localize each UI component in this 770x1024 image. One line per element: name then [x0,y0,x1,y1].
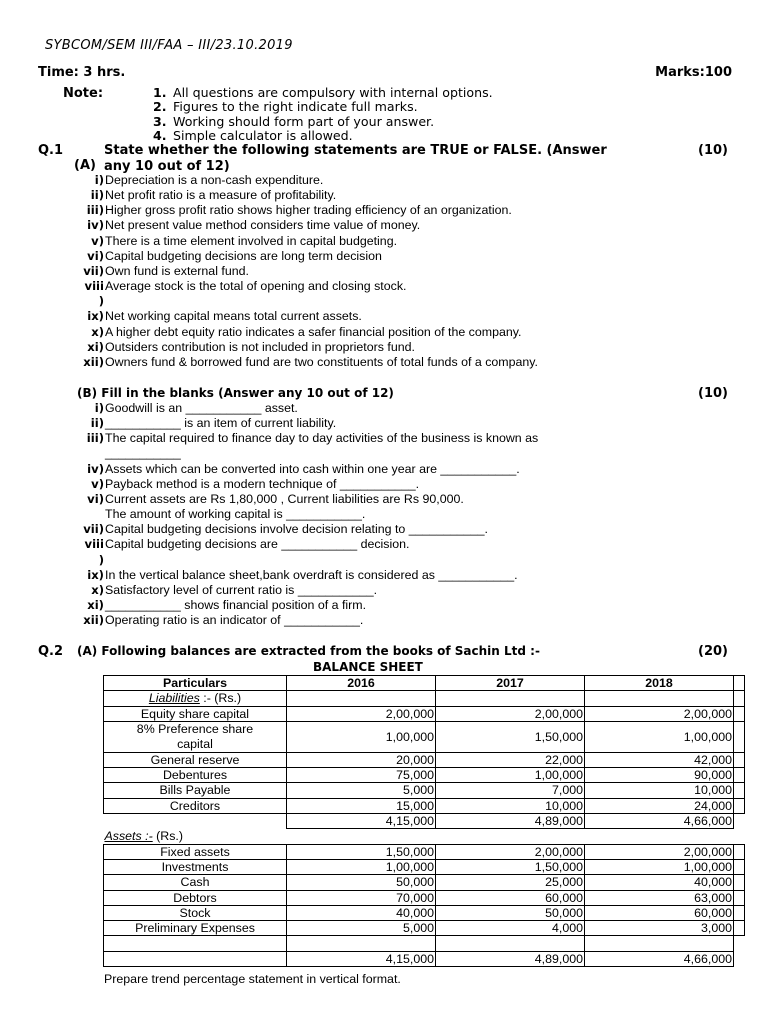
question-item [74,583,538,598]
item-label [74,507,104,522]
question-item [74,598,538,613]
item-label: v) [91,476,104,491]
question-item [74,325,538,340]
row-value-2017: 1,50,000 [436,859,585,874]
balance-sheet-table [103,675,745,967]
question-item [74,568,538,583]
row-value-2017: 25,000 [436,875,585,890]
column-header: 2017 [436,676,585,691]
item-label: x) [91,324,104,339]
column-header: Particulars [104,676,287,691]
balance-sheet-title: BALANCE SHEET [313,660,423,674]
item-text: ___________ shows financial position of a firm. [105,598,367,613]
table-row [104,905,745,920]
item-label: i) [94,401,104,415]
item-text: The capital required to finance day to day activities of the business is known as [105,431,539,446]
total-2017: 4,89,000 [436,951,585,966]
item-text: Operating ratio is an indicator of ___________. [105,613,364,628]
table-row [104,890,745,905]
q1-part-a-label: (A) [74,158,96,173]
row-particular: Investments [104,859,287,874]
assets-heading-row [104,829,745,844]
question-item [74,416,538,431]
row-value-2017: 4,000 [436,921,585,936]
time-label: Time: 3 hrs. [38,65,126,80]
row-value-2018: 60,000 [585,905,734,920]
question-item [74,188,538,203]
assets-heading: Assets :- (Rs.) [104,829,183,844]
liabilities-heading-row [104,691,745,706]
item-text: Goodwill is an ___________ asset. [105,401,298,415]
item-text: A higher debt equity ratio indicates a safer financial position of the company. [105,324,522,339]
item-label: iv) [87,218,104,233]
item-label: x) [91,582,104,597]
total-2018: 4,66,000 [585,814,734,829]
item-text: Assets which can be converted into cash within one year are ___________. [105,461,520,476]
row-particular: Preliminary Expenses [104,921,287,936]
row-value-2018: 63,000 [585,890,734,905]
note-label: Note: [63,86,104,101]
row-particular: 8% Preference share capital [104,721,287,752]
question-item [74,401,538,416]
row-value-2018: 2,00,000 [585,706,734,721]
item-label: iii) [86,431,104,446]
table-row [104,859,745,874]
row-value-2016: 20,000 [287,752,436,767]
question-item [74,477,538,492]
table-row [104,798,745,813]
row-value-2016: 5,000 [287,783,436,798]
table-row [104,844,745,859]
item-text: There is a time element involved in capital budgeting. [105,233,398,248]
row-value-2016: 1,00,000 [287,721,436,752]
item-label: vii) [83,522,104,537]
row-value-2018: 3,000 [585,921,734,936]
item-text: Capital budgeting decisions are long term decision [105,248,382,263]
fill-blanks-list [74,401,538,628]
row-value-2017: 1,50,000 [436,721,585,752]
q2-instruction: Prepare trend percentage statement in vertical format. [104,972,401,986]
column-header: 2016 [287,676,436,691]
item-label: ) [98,294,104,309]
spacer-row [104,936,745,951]
item-label: ix) [87,309,104,324]
question-item [74,613,538,628]
table-row [104,783,745,798]
instructions-list [153,86,493,143]
row-particular: Creditors [104,798,287,813]
q1-part-b-marks: (10) [698,386,728,401]
question-item [74,218,538,233]
item-text: In the vertical balance sheet,bank overdraft is considered as ___________. [105,567,518,582]
row-value-2018: 24,000 [585,798,734,813]
item-text: Depreciation is a non-cash expenditure. [105,173,324,187]
row-value-2017: 1,00,000 [436,768,585,783]
item-text: Average stock is the total of opening and closing stock. [105,279,407,294]
row-value-2018: 2,00,000 [585,844,734,859]
row-particular: Equity share capital [104,706,287,721]
item-label: viii [84,279,104,294]
item-label: ii) [90,188,104,203]
table-row [104,921,745,936]
question-item [74,462,538,477]
item-text: ___________ [105,446,181,461]
exam-code-header: SYBCOM/SEM III/FAA – III/23.10.2019 [45,38,293,53]
item-label: vii) [83,263,104,278]
item-text: Outsiders contribution is not included in proprietors fund. [105,339,415,354]
item-text: ___________ is an item of current liability. [105,416,337,431]
table-row [104,706,745,721]
row-value-2017: 10,000 [436,798,585,813]
row-value-2016: 75,000 [287,768,436,783]
true-false-list [74,173,538,370]
q2-marks: (20) [698,644,728,659]
table-row [104,768,745,783]
item-text: Higher gross profit ratio shows higher trading efficiency of an organization. [105,203,512,218]
table-row [104,721,745,752]
row-particular: Cash [104,875,287,890]
question-item [74,264,538,279]
item-label: xii) [83,354,104,369]
q1-number: Q.1 [38,143,64,158]
row-particular: Fixed assets [104,844,287,859]
assets-total-row [104,951,745,966]
q2-title: (A) Following balances are extracted from the books of Sachin Ltd :- [77,644,540,658]
row-value-2016: 2,00,000 [287,706,436,721]
item-text: Payback method is a modern technique of ___________. [105,476,420,491]
question-item [74,173,538,188]
row-value-2017: 2,00,000 [436,706,585,721]
q1-part-b-title: (B) Fill in the blanks (Answer any 10 out of 12) [77,386,394,400]
item-label [74,446,104,461]
row-value-2018: 40,000 [585,875,734,890]
item-label: xi) [87,339,104,354]
row-value-2016: 40,000 [287,905,436,920]
item-text: Own fund is external fund. [105,263,249,278]
liabilities-total-row [104,814,745,829]
question-item [74,279,538,294]
question-item [74,431,538,446]
item-label: vi) [87,248,104,263]
item-text: Satisfactory level of current ratio is ___________. [105,582,378,597]
row-value-2018: 10,000 [585,783,734,798]
item-label: ) [98,552,104,567]
item-label: viii [84,537,104,552]
item-label: iii) [86,203,104,218]
item-text: Capital budgeting decisions involve decision relating to ___________. [105,522,489,537]
row-value-2017: 50,000 [436,905,585,920]
item-text: Net profit ratio is a measure of profitability. [105,188,337,203]
table-row [104,875,745,890]
total-2016: 4,15,000 [287,951,436,966]
row-particular: Bills Payable [104,783,287,798]
row-particular: Debtors [104,890,287,905]
question-item [74,553,538,568]
question-item [74,340,538,355]
liabilities-heading: Liabilities :- (Rs.) [104,691,287,706]
item-text [104,553,108,568]
row-value-2018: 1,00,000 [585,859,734,874]
item-label: ii) [90,416,104,431]
question-item [74,492,538,507]
item-text: Owners fund & borrowed fund are two constituents of total funds of a company. [105,354,538,369]
row-value-2017: 7,000 [436,783,585,798]
item-text: Capital budgeting decisions are ___________ decision. [105,537,410,552]
row-value-2017: 60,000 [436,890,585,905]
row-particular: Debentures [104,768,287,783]
q1-part-a-subtitle: any 10 out of 12) [104,159,230,174]
total-2018: 4,66,000 [585,951,734,966]
row-value-2018: 42,000 [585,752,734,767]
row-particular: Stock [104,905,287,920]
question-item [74,446,538,461]
column-header: 2018 [585,676,734,691]
item-label: iv) [87,461,104,476]
question-item [74,507,538,522]
row-value-2018: 90,000 [585,768,734,783]
item-text: Current assets are Rs 1,80,000 , Current liabilities are Rs 90,000. [105,491,464,506]
row-value-2016: 5,000 [287,921,436,936]
question-item [74,203,538,218]
item-label: xi) [87,598,104,613]
table-header-row [104,676,745,691]
item-label: xii) [83,613,104,628]
question-item [74,522,538,537]
marks-label: Marks:100 [655,65,732,80]
item-label: ix) [87,567,104,582]
question-item [74,355,538,370]
q1-marks: (10) [698,143,728,158]
q1-title: State whether the following statements are TRUE or FALSE. (Answer [104,143,607,158]
table-row [104,752,745,767]
item-label: vi) [87,491,104,506]
row-value-2017: 2,00,000 [436,844,585,859]
instruction-item: 4. Simple calculator is allowed. [153,127,353,143]
instruction-item: 3. Working should form part of your answer. [153,113,435,129]
instruction-item: 1. All questions are compulsory with internal options. [153,85,493,100]
question-item [74,234,538,249]
instruction-item: 2. Figures to the right indicate full marks. [153,99,418,115]
item-label: i) [94,173,104,187]
question-item [74,309,538,324]
question-item [74,294,538,309]
item-text [104,294,108,309]
row-value-2016: 1,00,000 [287,859,436,874]
row-value-2016: 1,50,000 [287,844,436,859]
row-value-2017: 22,000 [436,752,585,767]
item-text: Net working capital means total current assets. [105,309,362,324]
row-value-2016: 70,000 [287,890,436,905]
item-label: v) [91,233,104,248]
q2-number: Q.2 [38,644,64,659]
total-2016: 4,15,000 [287,814,436,829]
total-2017: 4,89,000 [436,814,585,829]
item-text: The amount of working capital is ___________. [105,507,366,522]
question-item [74,249,538,264]
question-item [74,537,538,552]
row-value-2016: 15,000 [287,798,436,813]
row-particular: General reserve [104,752,287,767]
row-value-2018: 1,00,000 [585,721,734,752]
item-text: Net present value method considers time value of money. [105,218,421,233]
row-value-2016: 50,000 [287,875,436,890]
